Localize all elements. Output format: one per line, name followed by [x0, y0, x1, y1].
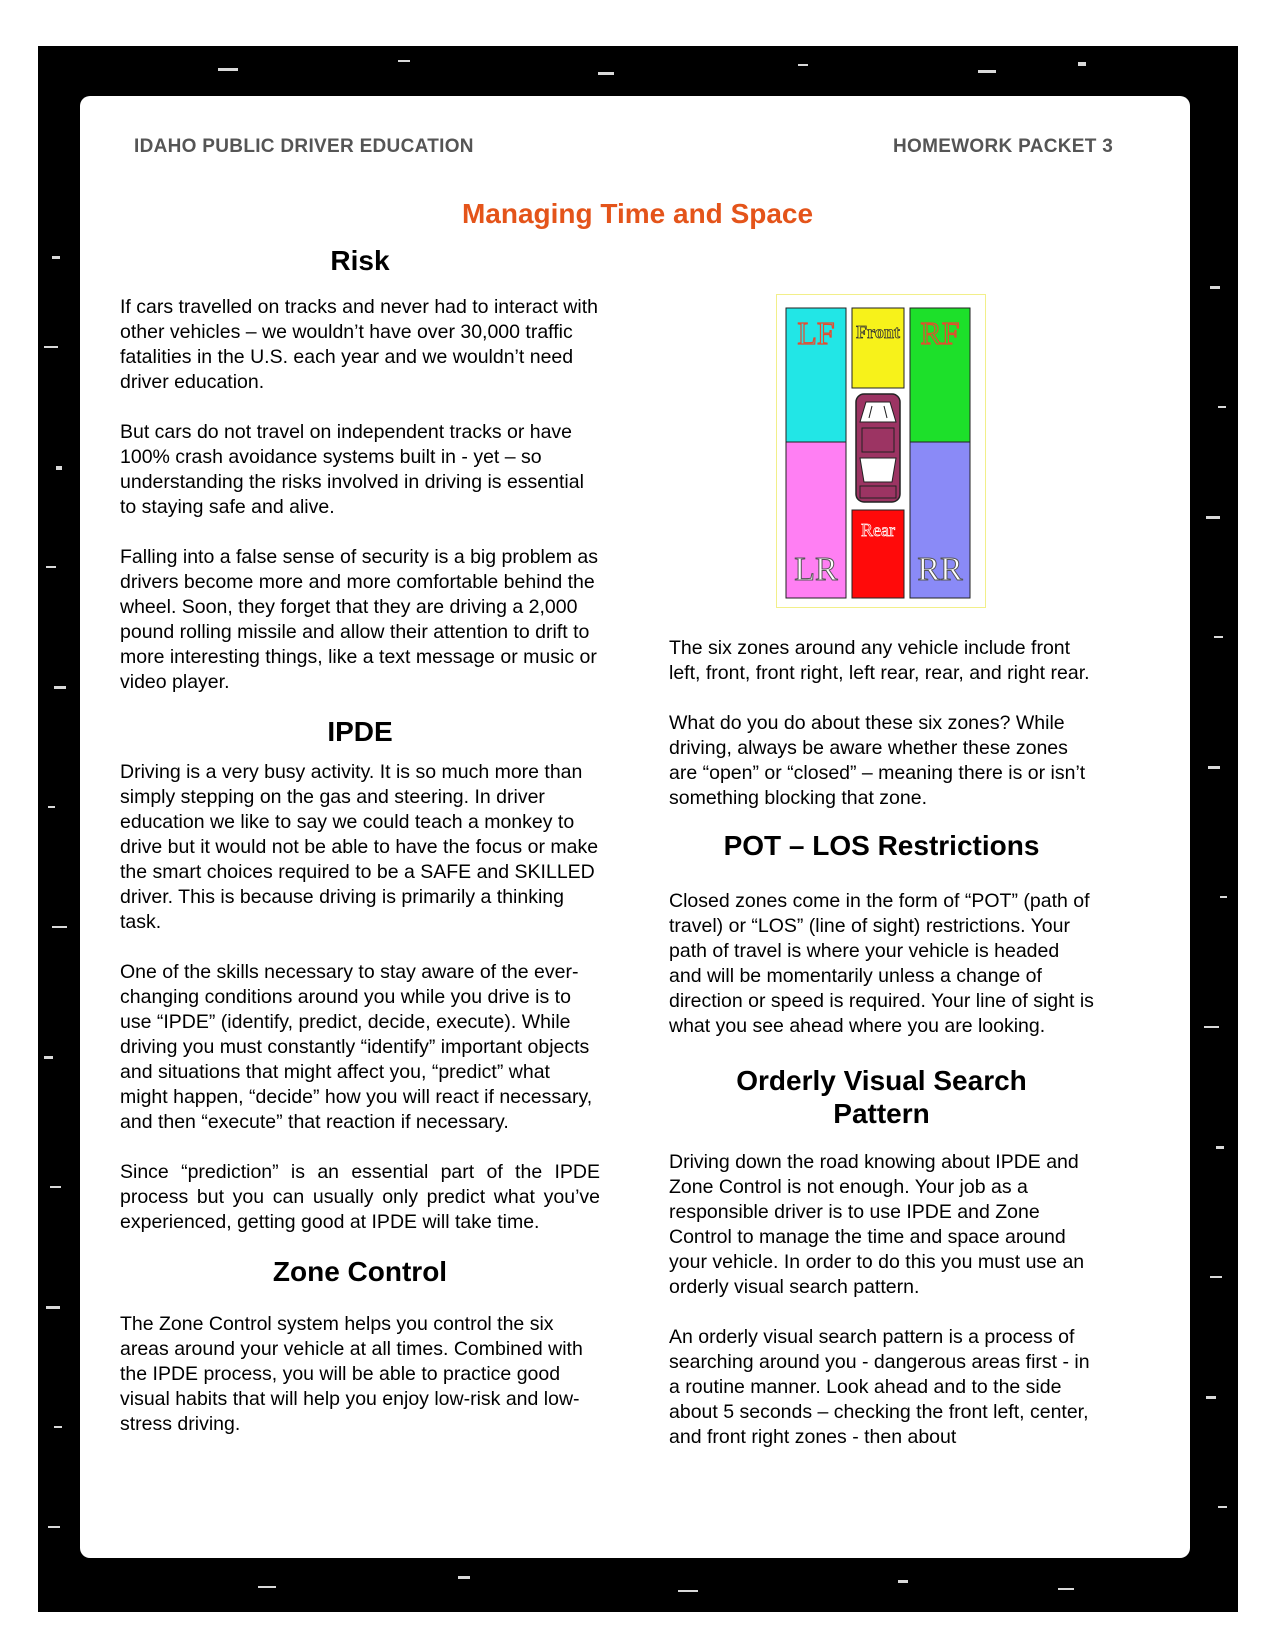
zones-paragraph-1: The six zones around any vehicle include front left, front, front right, left rear, rear, and right rear.: [669, 637, 1090, 684]
pot-los-paragraph-1: Closed zones come in the form of “POT” (path of travel) or “LOS” (line of sight) restrictions. Your path of travel is where your vehicle is headed and will be momentarily unless a change of direction or speed is required. Your line of sight is what you see ahead where you are looking.: [669, 890, 1094, 1037]
ipde-paragraph-2: One of the skills necessary to stay aware of the ever-changing conditions around you while you drive is to use “IPDE” (identify, predict, decide, execute). While driving you must constantly “identify” important objects and situations that might affect you, “predict” what might happen, “decide” how you will react if necessary, and then “execute” that reaction if necessary.: [120, 961, 593, 1133]
ipde-paragraph-1: Driving is a very busy activity. It is so much more than simply stepping on the gas and steering. In driver education we like to say we could teach a monkey to drive but it would not be able to have the focus or make the smart choices required to be a SAFE and SKILLED driver. This is because driving is primarily a thinking task.: [120, 761, 599, 933]
zone-rf-label: RF: [920, 315, 960, 351]
zone-front-label: Front: [856, 322, 900, 342]
zone-lf-label: LF: [797, 315, 835, 351]
header-left: IDAHO PUBLIC DRIVER EDUCATION: [134, 136, 474, 157]
zones-paragraph-2: What do you do about these six zones? While driving, always be aware whether these zones are “open” or “closed” – meaning there is or isn’t something blocking that zone.: [669, 712, 1086, 809]
risk-paragraph-1: If cars travelled on tracks and never had to interact with other vehicles – we wouldn’t have over 30,000 traffic fatalities in the U.S. each year and we wouldn’t need driver education.: [120, 296, 598, 393]
six-zone-diagram: [776, 294, 986, 608]
zone-control-heading: Zone Control: [272, 1256, 448, 1287]
risk-heading: Risk: [330, 245, 390, 276]
ipde-heading: IPDE: [327, 716, 393, 747]
car-top-view-icon: [856, 394, 900, 502]
ovsp-paragraph-2: An orderly visual search pattern is a process of searching around you - dangerous areas first - in a routine manner. Look ahead and to the side about 5 seconds – checking the front left, center, and front right zones - then about: [669, 1326, 1090, 1448]
ovsp-paragraph-1: Driving down the road knowing about IPDE and Zone Control is not enough. Your job as a responsible driver is to use IPDE and Zone Control to manage the time and space around your vehicle. In order to do this you must use an orderly visual search pattern.: [669, 1151, 1085, 1298]
left-column: [120, 244, 600, 1437]
zone-lr-label: LR: [794, 551, 838, 588]
zone-control-paragraph-1: The Zone Control system helps you control the six areas around your vehicle at all times. Combined with the IPDE process, you will be able to practice good visual habits that will help you enjoy low-risk and low-stress driving.: [120, 1313, 583, 1435]
ovsp-heading: Orderly Visual Search Pattern: [736, 1065, 1027, 1129]
pot-los-heading: POT – LOS Restrictions: [723, 830, 1040, 861]
zone-rr-label: RR: [917, 551, 963, 588]
header-right: HOMEWORK PACKET 3: [893, 136, 1114, 157]
risk-paragraph-2: But cars do not travel on independent tracks or have 100% crash avoidance systems built in - yet – so understanding the risks involved in driving is essential to staying safe and alive.: [120, 421, 584, 518]
right-column: [669, 636, 1094, 1450]
zone-front-box: [852, 308, 904, 388]
page-title: Managing Time and Space: [461, 198, 814, 229]
ipde-paragraph-3: Since “prediction” is an essential part of the IPDE process but you can usually only predict what you’ve experienced, getting good at IPDE will take time.: [120, 1161, 600, 1233]
risk-paragraph-3: Falling into a false sense of security is a big problem as drivers become more and more comfortable behind the wheel. Soon, they forget that they are driving a 2,000 pound rolling missile and allow their attention to drift to more interesting things, like a text message or music or video player.: [120, 546, 598, 693]
zone-rear-label: Rear: [861, 520, 895, 540]
